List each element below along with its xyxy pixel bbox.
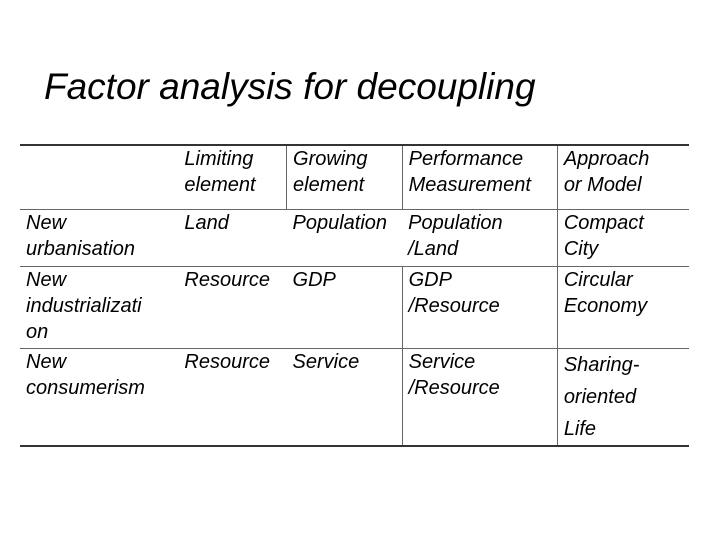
header-limiting-line-1: Limiting: [184, 148, 254, 170]
row-approach-line-1: Circular: [563, 269, 633, 291]
row-approach-line-2: oriented: [563, 386, 637, 408]
row-performance-line-1: GDP: [408, 269, 452, 291]
header-approach-line-1: Approach: [563, 148, 650, 170]
table-row-consumerism: [20, 349, 689, 447]
row-growing-cell: [287, 210, 403, 267]
row-growing-text: Service: [292, 351, 360, 373]
row-limiting-text: Resource: [184, 269, 271, 291]
header-limiting-element: [178, 145, 286, 210]
row-performance-line-2: /Resource: [408, 295, 500, 317]
row-growing-cell: [287, 349, 403, 447]
row-limiting-cell: [178, 210, 286, 267]
row-approach-line-1: Sharing-: [563, 354, 640, 376]
row-limiting-text: Resource: [184, 351, 271, 373]
row-type-line-2: industrializati: [26, 295, 142, 317]
table-row-urbanisation: [20, 210, 689, 267]
row-approach-cell: [557, 349, 689, 447]
row-growing-cell: [287, 267, 403, 349]
row-limiting-text: Land: [184, 212, 229, 234]
header-performance-line-1: Performance: [408, 148, 524, 170]
row-performance-cell: [402, 267, 557, 349]
header-performance-line-2: Measurement: [408, 174, 531, 196]
row-growing-text: Population: [292, 212, 388, 234]
slide-title: Factor analysis for decoupling: [44, 66, 536, 107]
factor-table: [20, 144, 689, 447]
header-growing-line-2: element: [293, 174, 365, 196]
row-type-cell: [20, 349, 178, 447]
row-type-line-2: urbanisation: [26, 238, 135, 260]
row-performance-line-1: Population: [408, 212, 503, 234]
header-approach-model: [557, 145, 689, 210]
header-limiting-line-2: element: [184, 174, 256, 196]
table-row-industrialization: [20, 267, 689, 349]
row-approach-line-3: Life: [563, 418, 597, 440]
table-header-row: [20, 145, 689, 210]
row-approach-line-1: Compact: [563, 212, 644, 234]
row-performance-line-1: Service: [408, 351, 476, 373]
row-performance-line-2: /Land: [408, 238, 459, 260]
row-type-line-3: on: [26, 321, 49, 343]
header-performance-measurement: [402, 145, 557, 210]
row-type-line-2: consumerism: [26, 377, 145, 399]
header-empty-cell: [20, 145, 178, 210]
header-approach-line-2: or Model: [563, 174, 642, 196]
row-approach-cell: [557, 267, 689, 349]
row-performance-cell: [402, 349, 557, 447]
row-growing-text: GDP: [292, 269, 336, 291]
header-growing-line-1: Growing: [293, 148, 368, 170]
row-type-line-1: New: [26, 351, 67, 373]
row-type-line-1: New: [26, 212, 67, 234]
row-limiting-cell: [178, 267, 286, 349]
row-performance-line-2: /Resource: [408, 377, 500, 399]
row-type-cell: [20, 267, 178, 349]
row-approach-line-2: Economy: [563, 295, 648, 317]
row-approach-line-2: City: [563, 238, 599, 260]
row-approach-cell: [557, 210, 689, 267]
row-limiting-cell: [178, 349, 286, 447]
row-type-line-1: New: [26, 269, 67, 291]
row-type-cell: [20, 210, 178, 267]
header-growing-element: [287, 145, 403, 210]
row-performance-cell: [402, 210, 557, 267]
